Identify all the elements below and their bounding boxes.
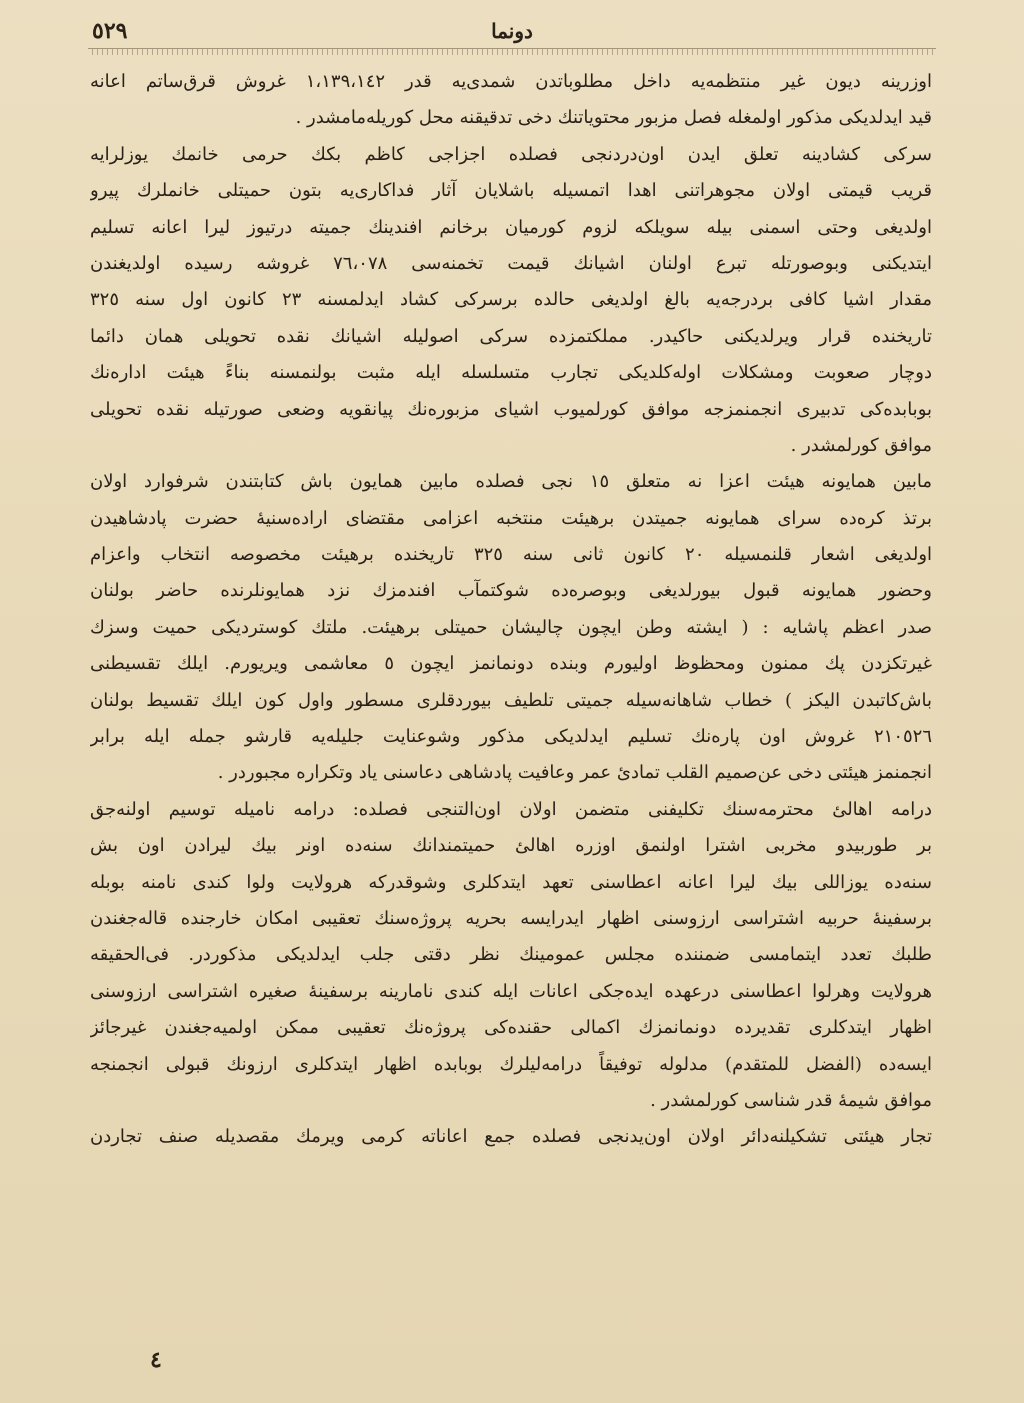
text-line: بوبابده‌کی تدبیری انجمنمزجه موافق کورلمیوب اشیای مزبوره‌نك پیانقویه وضعی صورتیله نقده تحویلی: [90, 398, 932, 420]
text-line: سنه‌ده یوزاللی بیك لیرا اعانه اعطاسنی تعهد ایتدکلری وشوقدرکه هرولایت ولوا کندی نامنه بوبله: [90, 871, 932, 893]
text-line: انجمنمز هیئتی دخی عن‌صمیم القلب تمادیٔ عمر وعافیت پادشاهی دعاسنی یاد وتکراره مجبوردر .: [217, 762, 932, 784]
running-title: دونما: [491, 19, 533, 43]
page-header: [92, 16, 932, 46]
text-line: ٢١٠٥٢٦ غروش اون پاره‌نك تسلیم ایدلدیکی مذکور وشوعنایت جلیله‌یه قارشو جمله ایله برابر: [90, 726, 932, 748]
text-line: طلبك تعدد ایتمامسی ضمننده مجلس عمومینك نظر دقتی جلب ایدلدیکی مذکوردر. فی‌الحقیقه: [90, 944, 932, 966]
text-line: غیرتکزدن پك ممنون ومحظوظ اولیورم وبنده دونمانمز ایچون ٥ معاشمی ویریورم. ایلك تقسیطنی: [90, 653, 932, 675]
text-line: دوچار صعوبت ومشکلات اوله‌کلدیکی تجارب متسلسله ایله مثبت بولنمسنه بناءً هیئت ادارەنك: [90, 362, 932, 384]
text-line: وحضور همایونه قبول بیورلدیغی وبوصره‌ده شوکتمآب افندمزك نزد همایونلرنده حاضر بولنان: [90, 580, 932, 602]
text-line: تاریخنده قرار ویرلدیکنی حاکیدر. مملکتمزده سرکی اصولیله اشیانك نقده تحویلی همان دائما: [90, 325, 932, 347]
text-line: موافق شیمهٔ قدر شناسی کورلمشدر .: [650, 1089, 932, 1111]
text-line: صدر اعظم پاشایه : ( ایشته وطن ایچون چالیشان حمیتلی برهیئت. ملتك کوستردیکی حمیت وسزك: [90, 616, 932, 638]
text-line: برسفینهٔ حربیه اشتراسی ارزوسنی اظهار ایدرایسه بحریه پروژه‌سنك تعقیبی امکان خارجنده قاله‌جغندن: [90, 907, 932, 929]
text-line: ایسه‌ده (الفضل للمتقدم) مدلوله توفیقاً درامه‌لیلرك بوبابده اظهار ایتدکلری ارزونك قبولی انجمنجه: [90, 1053, 932, 1075]
text-line: اوزرینه دیون غیر منتظمه‌یه داخل مطلوباتدن شمدی‌یه قدر ١،١٣٩،١٤٢ غروش قرق‌ساتم اعانه: [90, 71, 932, 92]
text-line: مابین همایونه هیئت اعزا نه متعلق ١٥ نجی فصلده مابین همایون باش کتابتندن شرفوارد اولان: [90, 471, 932, 493]
body-text: [90, 64, 932, 1333]
page-number: ٥٢٩: [92, 18, 128, 44]
text-line: سرکی کشادینه تعلق ایدن اون‌دردنجی فصلده اجزاجی کاظم بکك حرمی خانمك یوزلرایه: [90, 143, 932, 165]
text-line: مقدار اشیا کافی بردرجه‌یه بالغ اولدیغی حالده برسرکی کشاد ایدلمسنه ٢٣ کانون اول سنه ٣٢٥: [90, 289, 932, 311]
text-line: تجار هیئتی تشکیلنه‌دائر اولان اون‌یدنجی فصلده جمع اعاناته کرمی ویرمك مقصدیله صنف تجاردن: [90, 1126, 932, 1148]
header-rule: [88, 48, 936, 55]
text-line: برتذ کره‌ده سرای همایونه جمیتدن برهیئت منتخبه اعزامی مقتضای اراده‌سنیهٔ حضرت پادشاهیدن: [90, 507, 932, 529]
text-line: اولدیغی اشعار قلنمسیله ٢٠ کانون ثانی سنه ٣٢٥ تاریخنده برهیئت مخصوصه انتخاب واعزام: [90, 544, 932, 566]
text-line: ایتدیکنی وبوصورتله تبرع اولنان اشیانك قیمت تخمنه‌سی ٧٦،٠٧٨ غروشه رسیده اولدیغندن: [90, 252, 932, 274]
text-line: اولدیغی وحتی اسمنی بیله سویلکه لزوم کورمیان برخانم افندینك جمیته درتیوز لیرا اعانه تسلیم: [90, 216, 932, 238]
text-line: باش‌کاتبدن الیکز ) خطاب شاهانه‌سیله جمیتی تلطیف بیوردقلری مسطور واول کون ایلك تقسیط بولنان: [90, 689, 932, 711]
text-line: هرولایت وهرلوا اعطاسنی درعهده ایده‌جکی اعانات ایله کندی نامارینه برسفینهٔ صغیره اشتراسی ارزوسنی: [90, 980, 932, 1002]
text-line: قریب قیمتی اولان مجوهراتنی اهدا اتمسیله باشلایان آثار فداکاری‌یه بتون حمیتلی خانملرك پیرو: [90, 180, 932, 202]
text-line: درامه اهالئ محترمه‌سنك تکلیفنی متضمن اولان اون‌التنجی فصلده: درامه نامیله توسیم اولنه‌جق: [90, 798, 932, 820]
text-line: قید ایدلدیکی مذکور اولمغله فصل مزبور محتویاتنك دخی تدقیقنه محل کوریله‌مامشدر .: [295, 107, 932, 129]
text-line: بر طوربیدو مخربی اشترا اولنمق اوزره اهالئ حمیتمندانك سنه‌ده اونر بیك لیرادن اون بش: [90, 835, 932, 857]
text-line: موافق کورلمشدر .: [790, 434, 932, 456]
text-line: اظهار ایتدکلری تقدیرده دونمانمزك اکمالی حقنده‌کی پروژه‌نك تعقیبی ممکن اولمیه‌جغندن غیرجائز: [90, 1017, 932, 1039]
signature-mark: ٤: [150, 1347, 162, 1373]
